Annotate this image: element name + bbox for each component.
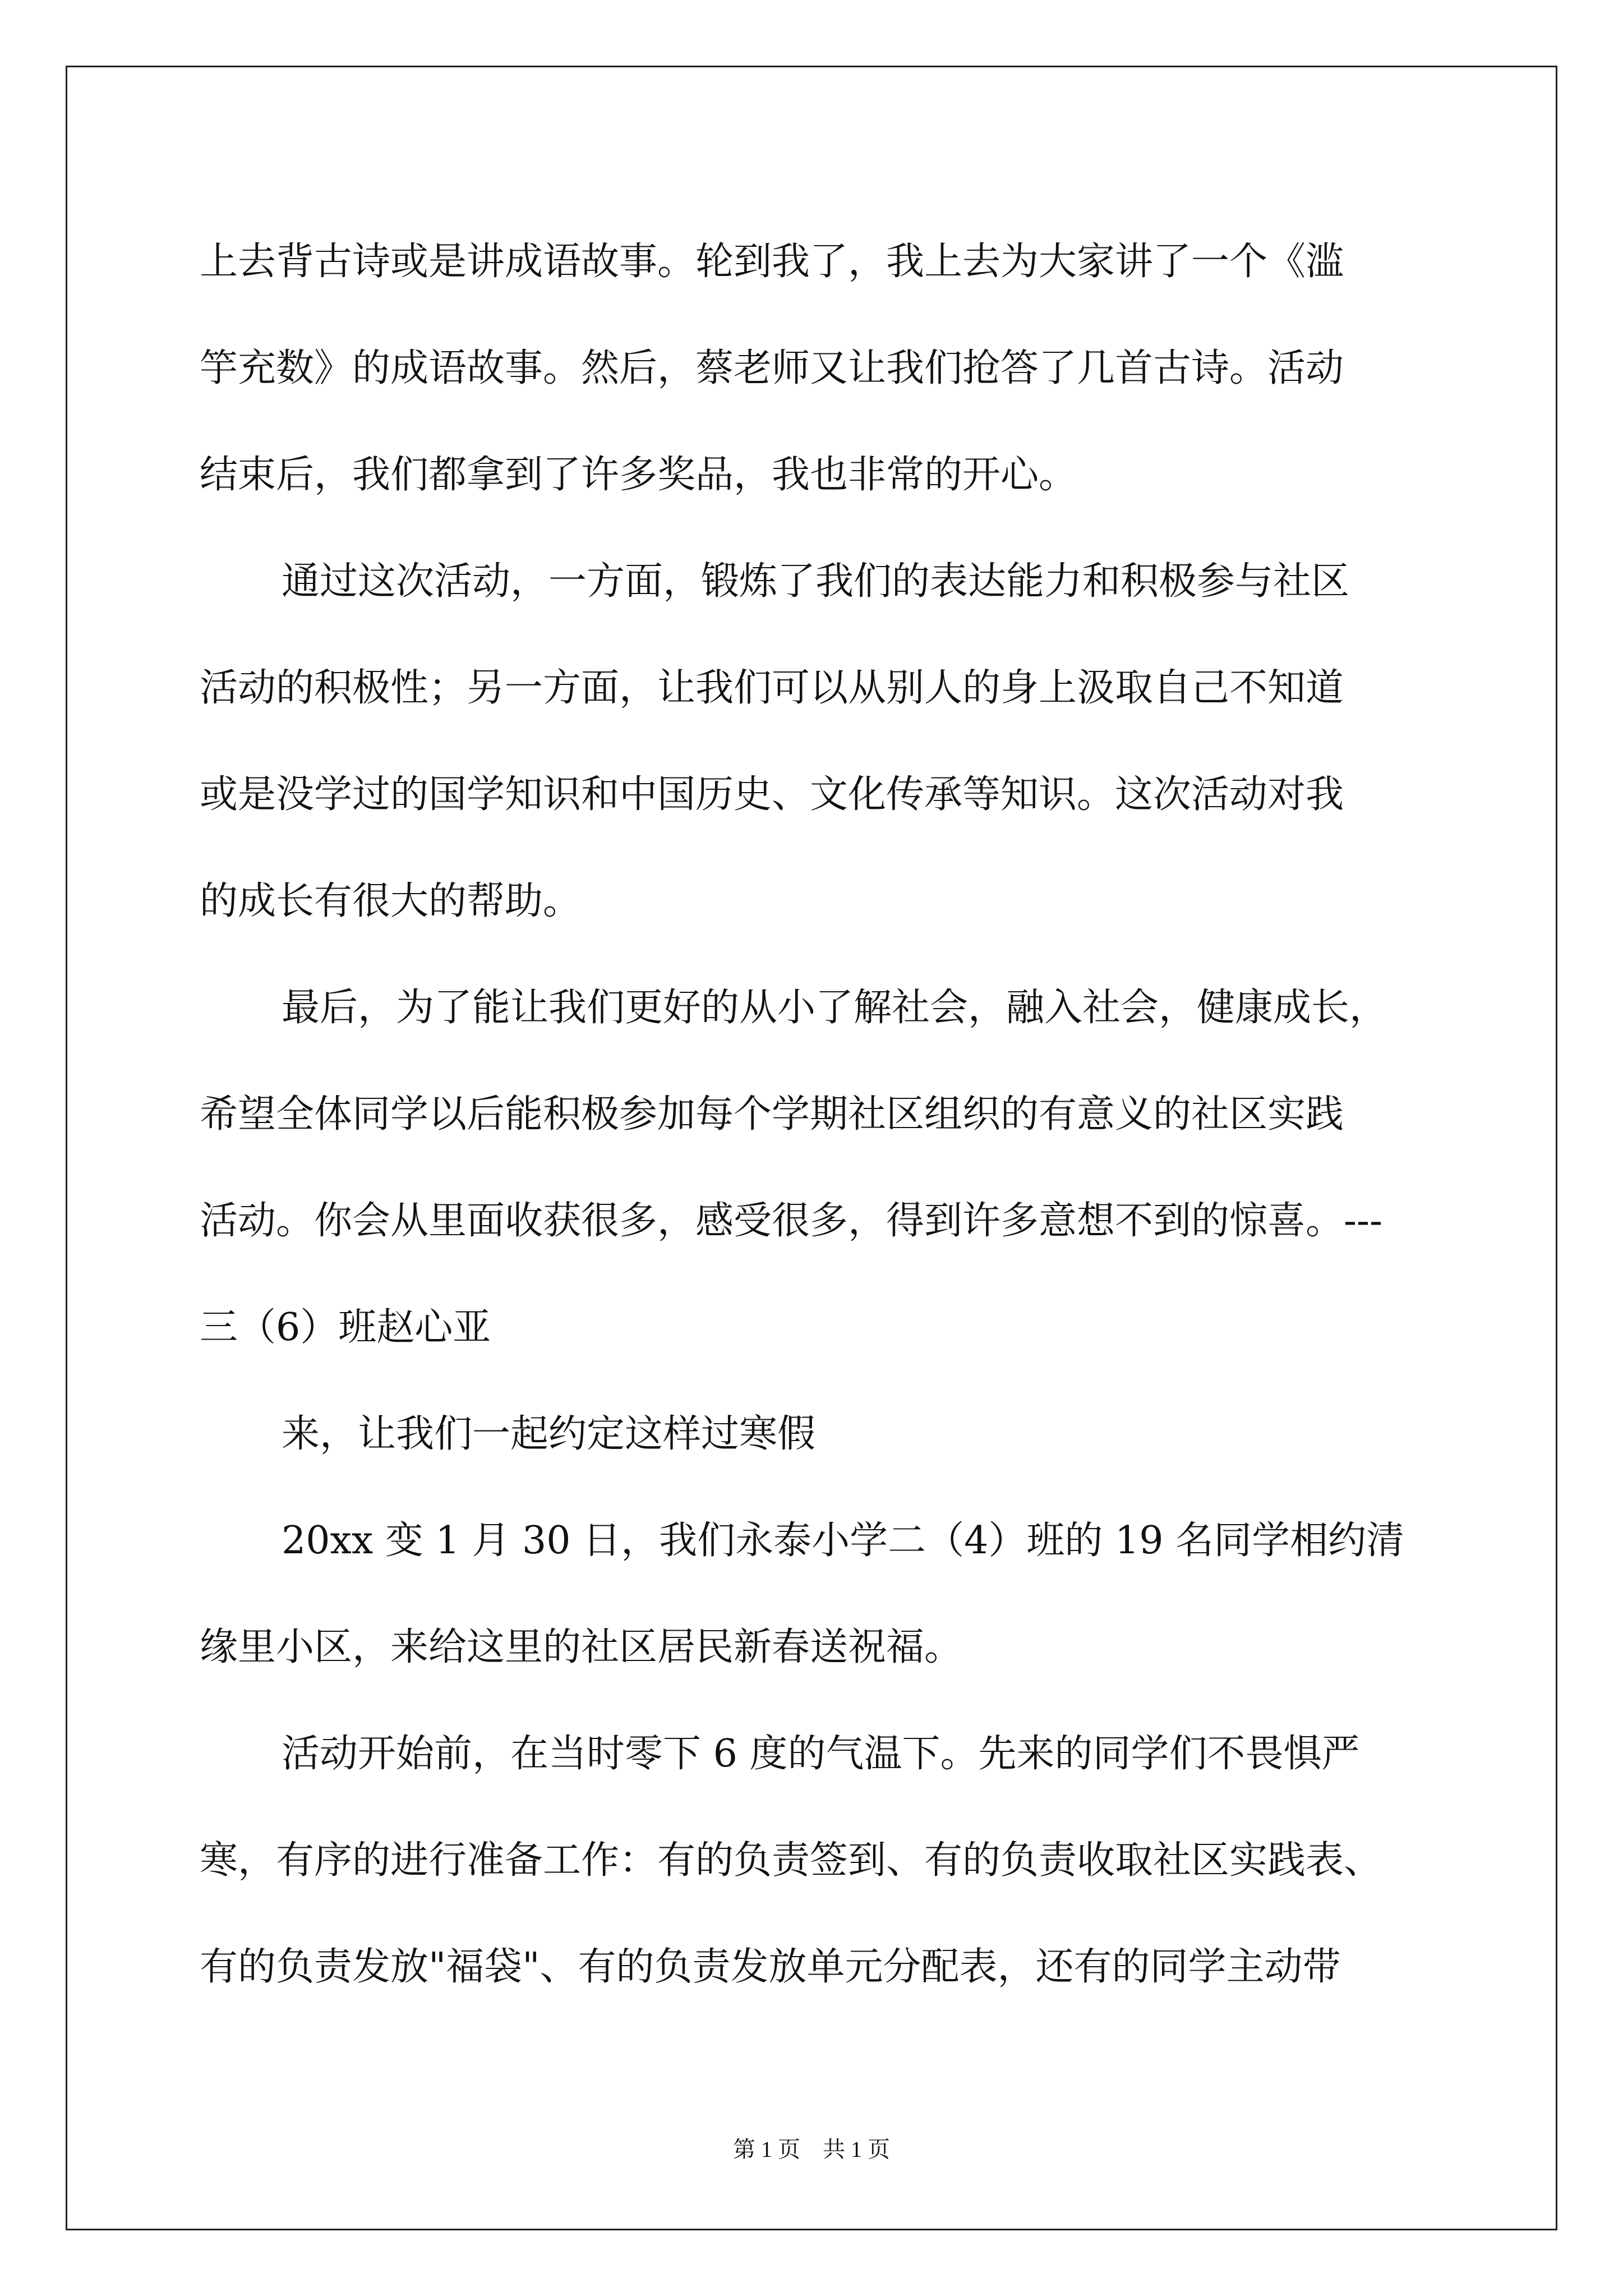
text-line: 结束后，我们都拿到了许多奖品，我也非常的开心。 bbox=[200, 453, 1077, 497]
page-number-footer: 第 1 页 共 1 页 bbox=[733, 2137, 890, 2162]
text-line: 缘里小区，来给这里的社区居民新春送祝福。 bbox=[200, 1625, 963, 1669]
text-line: 有的负责发放"福袋"、有的负责发放单元分配表，还有的同学主动带 bbox=[200, 1945, 1341, 1989]
text-line: 上去背古诗或是讲成语故事。轮到我了，我上去为大家讲了一个《滥 bbox=[200, 240, 1344, 284]
paragraph-start-line: 通过这次活动，一方面，锻炼了我们的表达能力和积极参与社区 bbox=[282, 559, 1350, 604]
paragraph-start-line: 最后，为了能让我们更好的从小了解社会，融入社会，健康成长， bbox=[282, 986, 1388, 1030]
text-line: 活动。你会从里面收获很多，感受很多，得到许多意想不到的惊喜。--- bbox=[200, 1199, 1382, 1243]
text-line: 竽充数》的成语故事。然后，蔡老师又让我们抢答了几首古诗。活动 bbox=[200, 346, 1344, 390]
text-line: 希望全体同学以后能积极参加每个学期社区组织的有意义的社区实践 bbox=[200, 1092, 1344, 1137]
text-line: 寒，有序的进行准备工作：有的负责签到、有的负责收取社区实践表、 bbox=[200, 1838, 1382, 1883]
document-body bbox=[200, 209, 1437, 2021]
author-signature-line: 三（6）班赵心亚 bbox=[200, 1305, 491, 1350]
paragraph-start-line: 活动开始前，在当时零下 6 度的气温下。先来的同学们不畏惧严 bbox=[282, 1732, 1360, 1776]
section-heading: 来，让我们一起约定这样过寒假 bbox=[282, 1412, 816, 1456]
text-line: 的成长有很大的帮助。 bbox=[200, 879, 582, 923]
paragraph-start-line: 20xx 变 1 月 30 日，我们永泰小学二（4）班的 19 名同学相约清 bbox=[282, 1519, 1405, 1563]
text-line: 活动的积极性；另一方面，让我们可以从别人的身上汲取自己不知道 bbox=[200, 666, 1344, 710]
text-line: 或是没学过的国学知识和中国历史、文化传承等知识。这次活动对我 bbox=[200, 772, 1344, 817]
